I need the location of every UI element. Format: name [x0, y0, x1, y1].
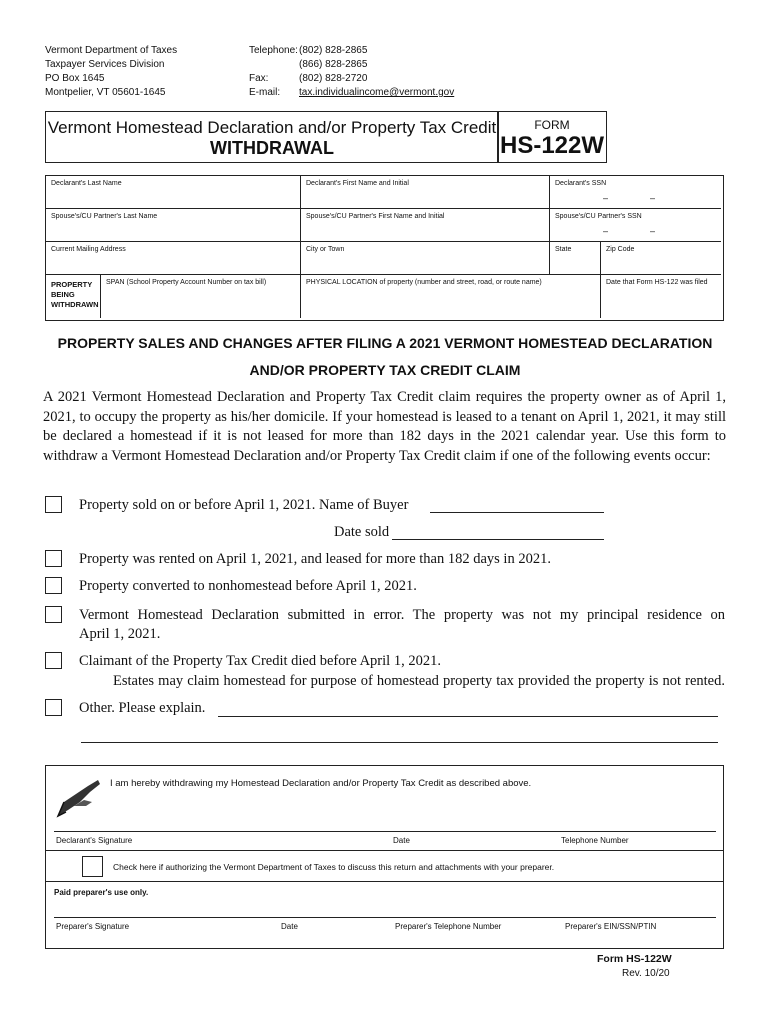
telephone-number-label: Telephone Number — [561, 836, 629, 845]
paid-preparer-label: Paid preparer's use only. — [54, 888, 149, 897]
signature-box — [45, 765, 724, 949]
taxpayer-info-grid — [45, 175, 724, 321]
ssn-dash: – — [603, 226, 609, 236]
fax-label: Fax: — [249, 73, 269, 84]
preparer-signature-line[interactable] — [54, 917, 716, 918]
other-explain-line-1[interactable] — [218, 716, 718, 717]
spouse-first-name-field[interactable] — [301, 209, 550, 242]
footer-revision: Rev. 10/20 — [622, 968, 670, 979]
form-number: HS-122W — [499, 132, 605, 159]
agency-name: Vermont Department of Taxes — [45, 45, 178, 56]
died-checkbox[interactable] — [45, 652, 62, 669]
option-died-line1: Claimant of the Property Tax Credit died before April 1, 2021. — [79, 653, 441, 669]
option-sold: Property sold on or before April 1, 2021. Name of Buyer — [79, 497, 409, 513]
other-explain-line-2[interactable] — [81, 742, 718, 743]
zip-field[interactable] — [601, 242, 721, 275]
authorize-preparer-text: Check here if authorizing the Vermont Department of Taxes to discuss this return and attachments with your preparer. — [113, 862, 555, 872]
date-sold-label: Date sold — [334, 524, 390, 540]
form-label: FORM — [534, 118, 570, 132]
telephone-label: Telephone: — [249, 45, 298, 56]
option-error-line1: Vermont Homestead Declaration submitted in error. The property was not my principal residence on — [79, 607, 725, 623]
field-label: PHYSICAL LOCATION of property (number and street, road, or route name) — [306, 279, 542, 286]
converted-checkbox[interactable] — [45, 577, 62, 594]
sold-checkbox[interactable] — [45, 496, 62, 513]
state-field[interactable] — [550, 242, 601, 275]
form-title: Vermont Homestead Declaration and/or Property Tax Credit — [47, 118, 497, 137]
email-link[interactable]: tax.individualincome@vermont.gov — [299, 87, 455, 98]
field-label: Spouse's/CU Partner's Last Name — [51, 213, 158, 220]
section-heading-line1: PROPERTY SALES AND CHANGES AFTER FILING A 2021 VERMONT HOMESTEAD DECLARATION — [57, 335, 713, 351]
agency-city: Montpelier, VT 05601-1645 — [45, 87, 166, 98]
form-subtitle: WITHDRAWAL — [210, 138, 334, 158]
option-error-line2: April 1, 2021. — [79, 626, 161, 642]
telephone-1: (802) 828-2865 — [299, 45, 368, 56]
declarant-signature-line[interactable] — [54, 831, 716, 832]
field-label: Zip Code — [606, 246, 635, 253]
option-other: Other. Please explain. — [79, 700, 206, 716]
city-field[interactable] — [301, 242, 550, 275]
other-checkbox[interactable] — [45, 699, 62, 716]
mailing-address-field[interactable] — [46, 242, 301, 275]
rented-checkbox[interactable] — [45, 550, 62, 567]
field-label: SPAN (School Property Account Number on tax bill) — [106, 279, 267, 286]
fax-number: (802) 828-2720 — [299, 73, 368, 84]
physical-location-field[interactable] — [301, 275, 601, 318]
spouse-last-name-field[interactable] — [46, 209, 301, 242]
preparer-phone-label: Preparer's Telephone Number — [395, 922, 502, 931]
field-label: Declarant's First Name and Initial — [306, 180, 409, 187]
preparer-ein-label: Preparer's EIN/SSN/PTIN — [565, 922, 657, 931]
property-label-2: BEING — [51, 290, 75, 299]
contact-labels — [249, 44, 298, 100]
date-filed-field[interactable] — [601, 275, 721, 318]
telephone-2: (866) 828-2865 — [299, 59, 368, 70]
footer-form-number: Form HS-122W — [597, 953, 672, 965]
property-label-3: WITHDRAWN — [51, 300, 99, 309]
pen-icon — [54, 776, 106, 820]
field-label: State — [555, 246, 572, 253]
field-label: Spouse's/CU Partner's SSN — [555, 213, 642, 220]
ssn-dash: – — [650, 226, 656, 236]
ssn-dash: – — [603, 193, 609, 203]
property-withdrawn-label — [46, 275, 101, 318]
field-label: Current Mailing Address — [51, 246, 126, 253]
intro-paragraph: A 2021 Vermont Homestead Declaration and Property Tax Credit claim requires the property owner as of April 1, 2021, to occupy the property as his/her domicile. If your homestead is leased to a tenant on April 1, 2021, it may still be declared a homestead if it is not leased for more than 182 days in the 2021 calendar year. Use this form to withdraw a Vermont Homestead Declaration and/or Property Tax Credit claim if one of the following events occur: — [43, 389, 726, 464]
withdrawal-statement: I am hereby withdrawing my Homestead Declaration and/or Property Tax Credit as described above. — [110, 778, 532, 789]
agency-division: Taxpayer Services Division — [45, 59, 165, 70]
field-label: City or Town — [306, 246, 345, 253]
option-died-line2: Estates may claim homestead for purpose of homestead property tax provided the property is not rented. — [113, 673, 725, 689]
option-rented: Property was rented on April 1, 2021, and leased for more than 182 days in 2021. — [79, 551, 551, 567]
date-sold-line[interactable] — [392, 539, 604, 540]
span-field[interactable] — [101, 275, 301, 318]
contact-values — [299, 44, 454, 100]
preparer-date-label: Date — [281, 922, 298, 931]
buyer-name-line[interactable] — [430, 512, 604, 513]
authorize-preparer-checkbox[interactable] — [82, 856, 103, 877]
field-label: Declarant's Last Name — [51, 180, 122, 187]
section-heading-line2: AND/OR PROPERTY TAX CREDIT CLAIM — [249, 362, 521, 378]
agency-address — [45, 44, 177, 100]
declarant-last-name-field[interactable] — [46, 176, 301, 209]
signature-date-label: Date — [393, 836, 410, 845]
option-converted: Property converted to nonhomestead before April 1, 2021. — [79, 578, 417, 594]
field-label: Declarant's SSN — [555, 180, 607, 187]
field-label: Date that Form HS-122 was filed — [606, 279, 708, 286]
divider — [46, 850, 723, 851]
form-number-box — [497, 111, 607, 163]
declarant-ssn-field[interactable] — [550, 176, 721, 209]
spouse-ssn-field[interactable] — [550, 209, 721, 242]
agency-po-box: PO Box 1645 — [45, 73, 105, 84]
title-box — [45, 111, 499, 163]
divider — [46, 881, 723, 882]
ssn-dash: – — [650, 193, 656, 203]
preparer-signature-label: Preparer's Signature — [56, 922, 130, 931]
declarant-first-name-field[interactable] — [301, 176, 550, 209]
field-label: Spouse's/CU Partner's First Name and Initial — [306, 213, 445, 220]
error-checkbox[interactable] — [45, 606, 62, 623]
declarant-signature-label: Declarant's Signature — [56, 836, 133, 845]
property-label-1: PROPERTY — [51, 280, 93, 289]
email-label: E-mail: — [249, 87, 281, 98]
